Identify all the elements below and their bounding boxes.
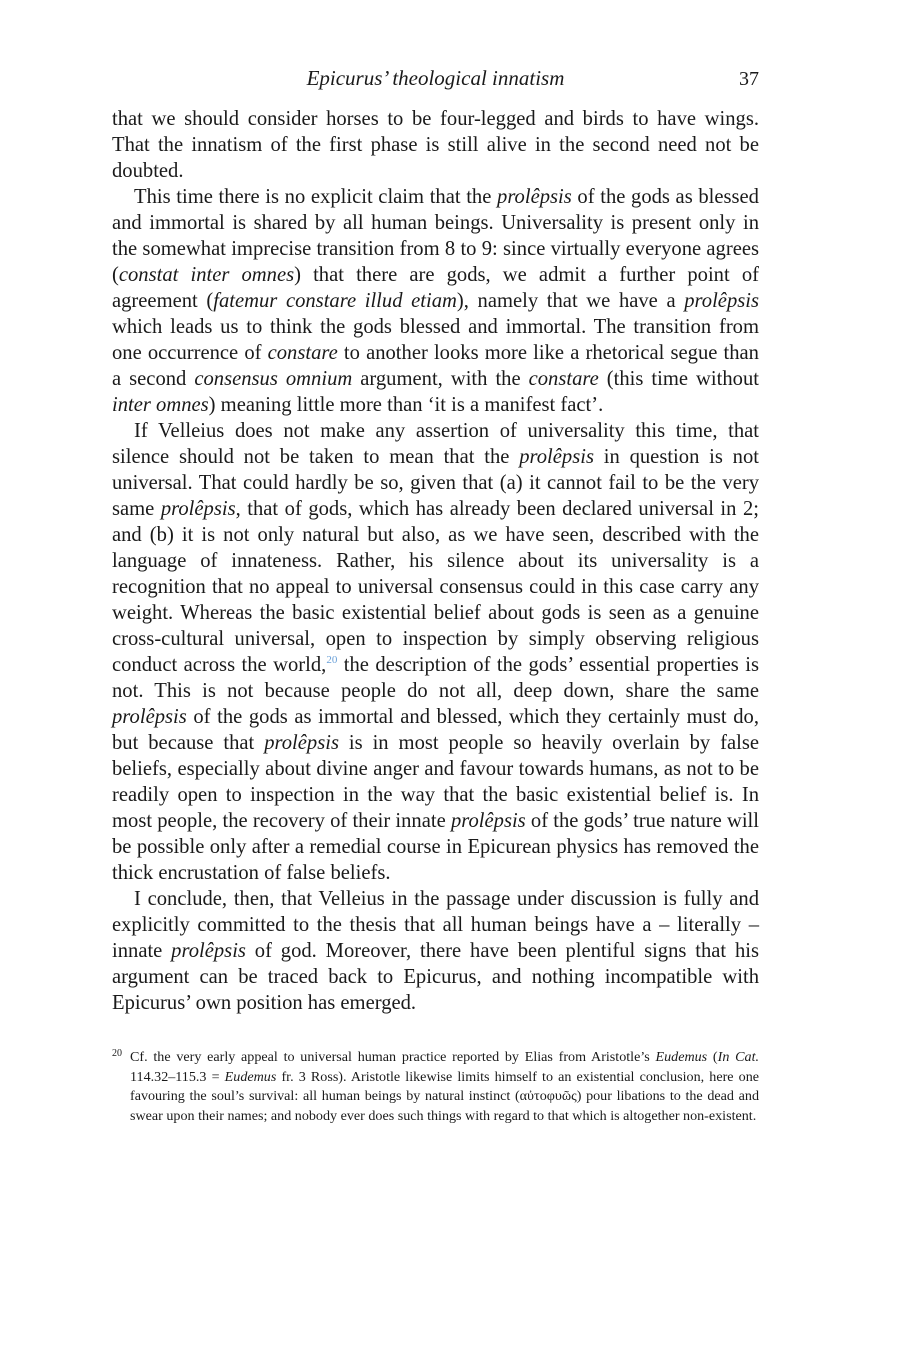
italic-term: consensus omnium — [194, 368, 353, 390]
italic-term: prolêpsis — [684, 290, 759, 312]
text-run: of god. Moreover, there have been plentiful signs that his argument can be traced back to Epicurus, and nothing incompatible with Epicurus’ own position has emerged. — [112, 940, 760, 1014]
text-run: ( — [707, 1049, 718, 1065]
italic-term: prolêpsis — [519, 446, 594, 468]
italic-term: constat inter omnes — [118, 264, 295, 286]
running-title: Epicurus’ theological innatism — [306, 66, 565, 90]
text-run: of the gods as blessed and immortal is shared by all human beings. Universality is present only in the somewhat imprecise transition from 8 to 9: since virtually everyone agrees ( — [112, 186, 759, 286]
italic-term: fatemur constare illud etiam — [213, 290, 457, 312]
italic-term: prolêpsis — [112, 706, 187, 728]
text-run: Cf. the very early appeal to universal human practice reported by Elias from Aristotle’s — [130, 1049, 656, 1065]
running-head — [112, 64, 759, 94]
footnote — [112, 1048, 759, 1126]
italic-term: Eudemus — [655, 1049, 708, 1065]
text-run: of the gods’ true nature will be possible only after a remedial course in Epicurean physics has removed the thick encrustation of false beliefs. — [112, 810, 759, 884]
text-run: ) that there are gods, we admit a further point of agreement ( — [112, 264, 759, 312]
footnote-reference[interactable]: 20 — [326, 654, 338, 666]
italic-term: prolêpsis — [171, 940, 246, 962]
italic-term: prolêpsis — [264, 732, 339, 754]
italic-term: prolêpsis — [450, 810, 526, 832]
italic-term: prolêpsis — [497, 186, 572, 208]
italic-term: In Cat. — [717, 1049, 760, 1065]
text-run: is in most people so heavily overlain by false beliefs, especially about divine anger and favour towards humans, as not to be readily open to inspection in the way that the basic existential belief is. In most people, the recovery of their innate — [112, 732, 760, 832]
text-run: This time there is no explicit claim that the — [134, 186, 498, 208]
body-paragraph — [112, 418, 759, 886]
italic-term: Eudemus — [224, 1068, 277, 1085]
text-run: which leads us to think the gods blessed and immortal. The transition from one occurrence of — [112, 316, 759, 364]
text-run: in question is not universal. That could hardly be so, given that (a) it cannot fail to be the very same — [112, 446, 759, 520]
italic-term: prolêpsis — [160, 498, 236, 520]
body-paragraph — [112, 886, 759, 1016]
text-run: argument, with the — [352, 368, 529, 390]
text-run: , that of gods, which has already been declared universal in 2; and (b) it is not only natural but also, as we have seen, described with the language of innateness. Rather, his silence about its universality is a recognition that no appeal to universal consensus could in this case carry any weight. Whereas the basic existential belief about gods is seen as a genuine cross-cultural universal, open to inspection by simply observing religious conduct across the world, — [112, 498, 759, 676]
text-run: that we should consider horses to be four-legged and birds to have wings. That the innatism of the first phase is still alive in the second need not be doubted. — [112, 108, 759, 182]
text-run: ), namely that we have a — [456, 290, 685, 312]
italic-term: constare — [528, 368, 599, 390]
text-run: ) meaning little more than ‘it is a manifest fact’. — [208, 394, 604, 416]
page-number: 37 — [739, 68, 759, 90]
italic-term: inter omnes — [112, 394, 209, 416]
text-run: If Velleius does not make any assertion of universality this time, that silence should not be taken to mean that the — [112, 420, 759, 468]
italic-term: constare — [267, 342, 338, 364]
text-run: the description of the gods’ essential properties is not. This is not because people do not all, deep down, share the same — [112, 654, 759, 702]
text-run: (this time without — [598, 368, 759, 390]
footnote-number: 20 — [112, 1048, 122, 1059]
text-run: I conclude, then, that Velleius in the passage under discussion is fully and explicitly committed to the thesis that all human beings have a – literally – innate — [112, 888, 759, 962]
page — [112, 64, 759, 1126]
body-paragraph — [112, 184, 759, 418]
text-run: fr. 3 Ross). Aristotle likewise limits himself to an existential conclusion, here one favouring the soul’s survival: all human beings by natural instinct (αὐτοφυῶς) pour libations to the dead and swear upon their names; and nobody ever does such things with regard to that which is altogether non-existent. — [130, 1068, 760, 1124]
text-run: to another looks more like a rhetorical segue than a second — [112, 342, 759, 390]
text-run: of the gods as immortal and blessed, which they certainly must do, but because that — [112, 706, 759, 754]
body-text — [112, 106, 759, 1016]
footnotes — [112, 1048, 759, 1126]
body-paragraph — [112, 106, 759, 184]
text-run: 114.32–115.3 = — [130, 1068, 225, 1085]
